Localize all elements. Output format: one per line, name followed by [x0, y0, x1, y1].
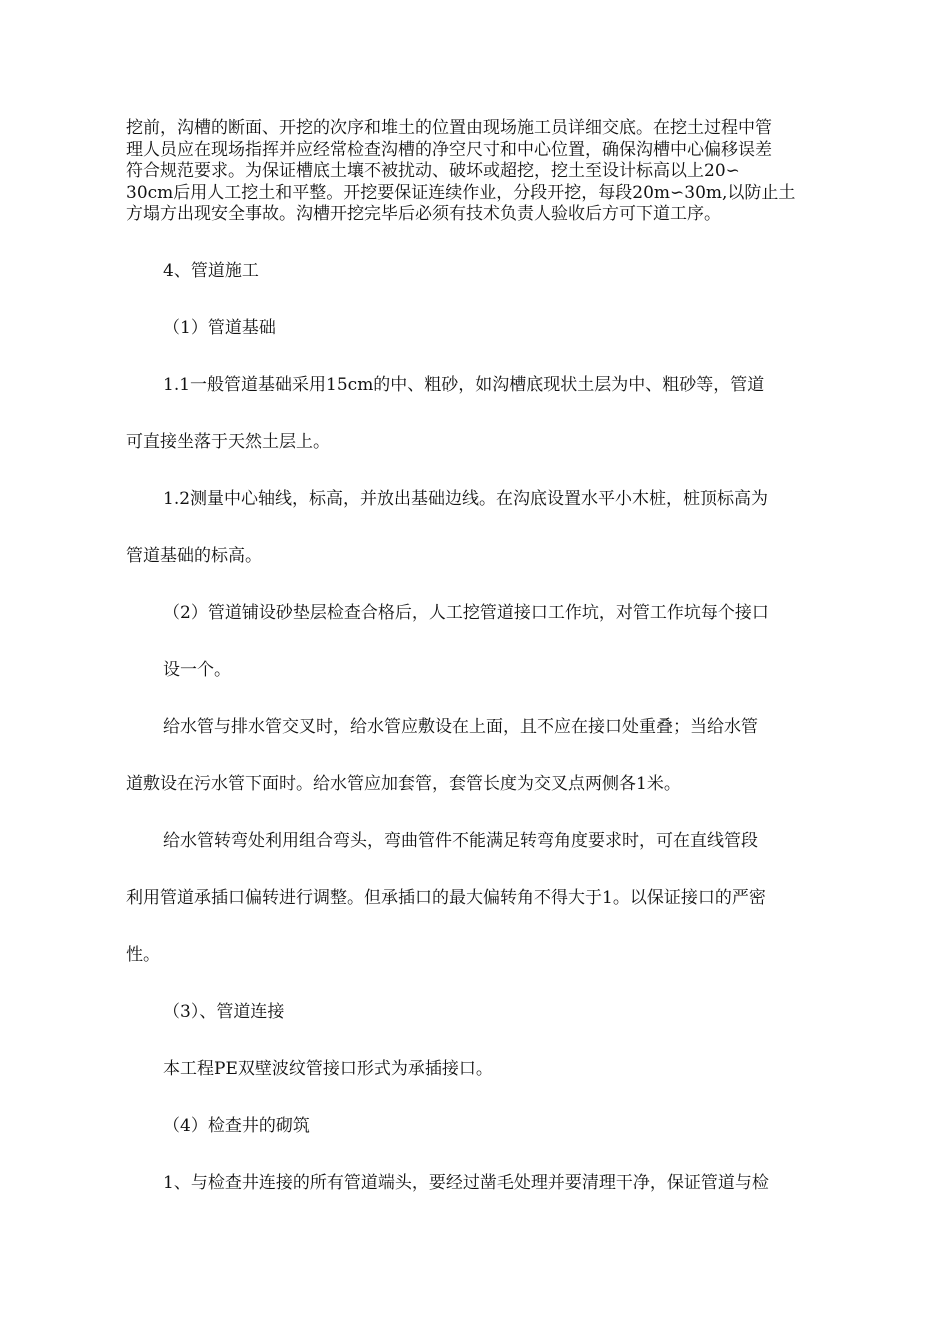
paragraph-line: 利用管道承插口偏转进行调整。但承插口的最大偏转角不得大于1。以保证接口的严密: [126, 888, 766, 908]
paragraph-line: 1.1一般管道基础采用15cm的中、粗砂，如沟槽底现状土层为中、粗砂等，管道: [163, 375, 765, 395]
paragraph-line: 管道基础的标高。: [126, 546, 262, 566]
paragraph-line: 给水管与排水管交叉时，给水管应敷设在上面，且不应在接口处重叠；当给水管: [163, 717, 758, 737]
subsection-heading: （4）检查井的砌筑: [163, 1116, 310, 1136]
text-line: 方塌方出现安全事故。沟槽开挖完毕后必须有技术负责人验收后方可下道工序。: [126, 204, 721, 224]
paragraph-line: 可直接坐落于天然土层上。: [126, 432, 330, 452]
text-line: 30cm后用人工挖土和平整。开挖要保证连续作业，分段开挖，每段20m∽30m,以防止土: [126, 182, 796, 203]
paragraph-line: 本工程PE双壁波纹管接口形式为承插接口。: [163, 1059, 493, 1079]
text-line: 挖前，沟槽的断面、开挖的次序和堆土的位置由现场施工员详细交底。在挖土过程中管: [126, 118, 772, 138]
paragraph-line: 性。: [126, 945, 160, 965]
text-line: 理人员应在现场指挥并应经常检查沟槽的净空尺寸和中心位置，确保沟槽中心偏移误差: [126, 139, 772, 160]
paragraph-line: 给水管转弯处利用组合弯头，弯曲管件不能满足转弯角度要求时，可在直线管段: [163, 831, 758, 851]
paragraph-line: 1.2测量中心轴线，标高，并放出基础边线。在沟底设置水平小木桩，桩顶标高为: [163, 489, 769, 509]
subsection-heading: （3）、管道连接: [163, 1002, 285, 1022]
section-heading: 4、管道施工: [163, 261, 259, 281]
subsection-heading: （1）管道基础: [163, 318, 276, 338]
paragraph-line: 设一个。: [163, 660, 231, 680]
text-line: 符合规范要求。为保证槽底土壤不被扰动、破坏或超挖，挖土至设计标高以上20∽: [126, 161, 740, 181]
paragraph-excavation: [126, 118, 854, 226]
paragraph-line: （2）管道铺设砂垫层检查合格后，人工挖管道接口工作坑，对管工作坑每个接口: [163, 603, 769, 623]
paragraph-line: 1、与检查井连接的所有管道端头，要经过凿毛处理并要清理干净，保证管道与检: [163, 1173, 769, 1193]
paragraph-line: 道敷设在污水管下面时。给水管应加套管，套管长度为交叉点两侧各1米。: [126, 774, 681, 794]
